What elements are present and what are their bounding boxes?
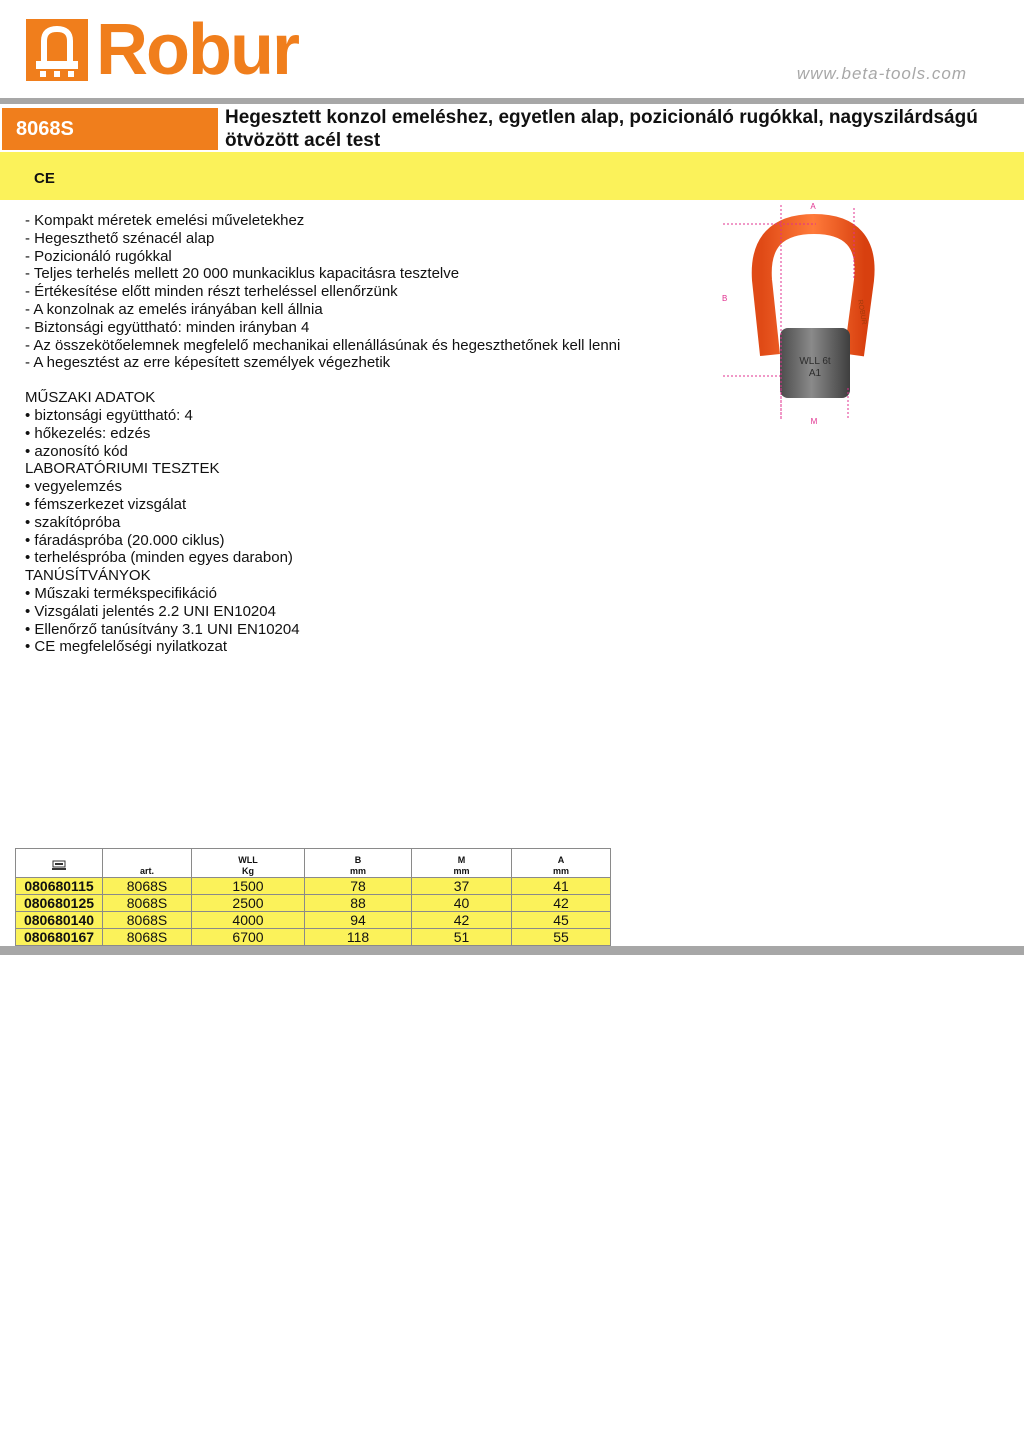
ring-side-text: ROBUR bbox=[856, 299, 868, 326]
product-code: 8068S bbox=[2, 108, 218, 150]
description bbox=[25, 212, 625, 656]
tech-item: • szakítópróba bbox=[25, 513, 121, 531]
item-code[interactable]: 080680167 bbox=[16, 929, 103, 946]
b-value: 88 bbox=[305, 895, 412, 912]
tech-item: • fáradáspróba (20.000 ciklus) bbox=[25, 531, 225, 549]
section-heading: TANÚSÍTVÁNYOK bbox=[25, 567, 151, 585]
article: 8068S bbox=[103, 895, 192, 912]
tech-item: • hőkezelés: edzés bbox=[25, 424, 151, 442]
feature-item: - A hegesztést az erre képesített személyek végezhetik bbox=[25, 354, 391, 372]
wll-value: 2500 bbox=[192, 895, 305, 912]
spec-table bbox=[15, 848, 611, 946]
feature-item: - Értékesítése előtt minden részt terheléssel ellenőrzünk bbox=[25, 283, 398, 301]
m-value: 40 bbox=[412, 895, 512, 912]
item-code[interactable]: 080680140 bbox=[16, 912, 103, 929]
stamp-line-2: A1 bbox=[808, 368, 822, 379]
robur-logo-icon bbox=[26, 19, 88, 81]
product-title: Hegesztett konzol emeléshez, egyetlen alap, pozicionáló rugókkal, nagyszilárdságú ötvözött acél test bbox=[225, 107, 978, 151]
feature-item: - Biztonsági együttható: minden irányban 4 bbox=[25, 318, 310, 336]
article: 8068S bbox=[103, 929, 192, 946]
header-divider bbox=[0, 98, 1024, 104]
wll-value: 1500 bbox=[192, 878, 305, 895]
ce-mark: CE bbox=[34, 170, 55, 187]
dimension-m-label: M bbox=[810, 417, 818, 426]
tech-item: • azonosító kód bbox=[25, 442, 128, 460]
feature-item: - Hegeszthető szénacél alap bbox=[25, 229, 215, 247]
table-row bbox=[16, 912, 611, 929]
header-m: M mm bbox=[412, 849, 512, 878]
m-value: 51 bbox=[412, 929, 512, 946]
wll-value: 4000 bbox=[192, 912, 305, 929]
site-url[interactable]: www.beta-tools.com bbox=[796, 64, 967, 83]
table-row bbox=[16, 929, 611, 946]
feature-item: - Kompakt méretek emelési műveletekhez bbox=[25, 212, 305, 229]
article: 8068S bbox=[103, 912, 192, 929]
header-art: art. bbox=[103, 849, 192, 878]
stamp-line-1: WLL 6t bbox=[799, 356, 831, 367]
tech-item: • Műszaki termékspecifikáció bbox=[25, 584, 217, 602]
wll-value: 6700 bbox=[192, 929, 305, 946]
header-a: A mm bbox=[512, 849, 611, 878]
a-value: 41 bbox=[512, 878, 611, 895]
m-value: 37 bbox=[412, 878, 512, 895]
tech-item: • CE megfelelőségi nyilatkozat bbox=[25, 638, 228, 656]
item-code[interactable]: 080680115 bbox=[16, 878, 103, 895]
yellow-band bbox=[0, 152, 1024, 200]
header-wll: WLL Kg bbox=[192, 849, 305, 878]
technical-data bbox=[25, 389, 625, 656]
b-value: 78 bbox=[305, 878, 412, 895]
tech-item: • Vizsgálati jelentés 2.2 UNI EN10204 bbox=[25, 602, 276, 620]
feature-item: - Teljes terhelés mellett 20 000 munkaciklus kapacitásra tesztelve bbox=[25, 265, 460, 283]
tech-item: • biztonsági együttható: 4 bbox=[25, 406, 193, 424]
table-header-row bbox=[16, 849, 611, 878]
product-image bbox=[718, 200, 908, 430]
article: 8068S bbox=[103, 878, 192, 895]
b-value: 118 bbox=[305, 929, 412, 946]
robur-logo bbox=[26, 10, 298, 90]
b-value: 94 bbox=[305, 912, 412, 929]
a-value: 45 bbox=[512, 912, 611, 929]
dimension-a-label: A bbox=[810, 202, 816, 211]
a-value: 55 bbox=[512, 929, 611, 946]
table-row bbox=[16, 878, 611, 895]
m-value: 42 bbox=[412, 912, 512, 929]
barcode-icon bbox=[52, 860, 66, 870]
brand-name: Robur bbox=[96, 10, 298, 90]
tech-item: • terheléspróba (minden egyes darabon) bbox=[25, 549, 293, 567]
header-b: B mm bbox=[305, 849, 412, 878]
item-code[interactable]: 080680125 bbox=[16, 895, 103, 912]
header-code bbox=[16, 849, 103, 878]
dimension-b-label: B bbox=[722, 294, 728, 303]
a-value: 42 bbox=[512, 895, 611, 912]
tech-item: • Ellenőrző tanúsítvány 3.1 UNI EN10204 bbox=[25, 620, 300, 638]
features-list bbox=[25, 212, 625, 372]
feature-item: - A konzolnak az emelés irányában kell állnia bbox=[25, 300, 323, 318]
tech-item: • vegyelemzés bbox=[25, 478, 122, 496]
feature-item: - Az összekötőelemnek megfelelő mechanikai ellenállásúnak és hegeszthetőnek kell lenni bbox=[25, 336, 621, 354]
section-heading: LABORATÓRIUMI TESZTEK bbox=[25, 460, 220, 478]
table-row bbox=[16, 895, 611, 912]
tech-item: • fémszerkezet vizsgálat bbox=[25, 495, 187, 513]
footer-divider bbox=[0, 946, 1024, 955]
section-heading: MŰSZAKI ADATOK bbox=[25, 389, 156, 407]
feature-item: - Pozicionáló rugókkal bbox=[25, 247, 172, 265]
